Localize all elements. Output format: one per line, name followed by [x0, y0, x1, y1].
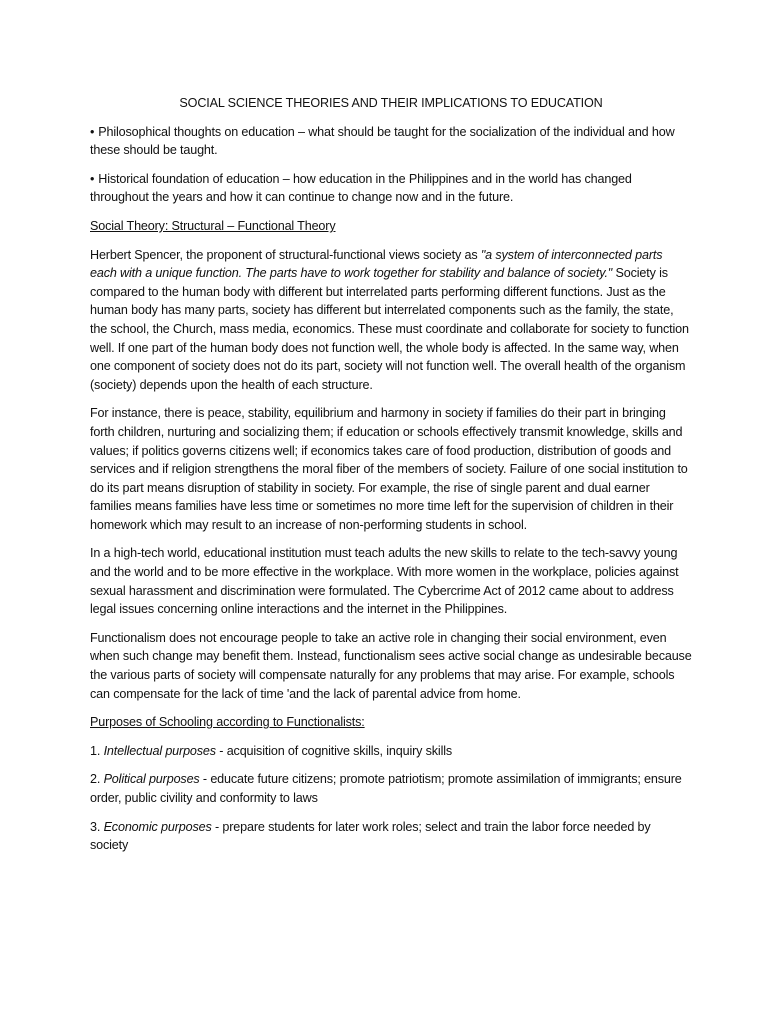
bullet-mark: • [90, 171, 95, 186]
bullet-mark: • [90, 124, 95, 139]
spencer-quote: "a system of interconnected parts each with a unique function. The parts have to work together for stability and balance of society." [90, 247, 663, 281]
purpose-item-political [90, 770, 692, 807]
paragraph-spencer [90, 246, 692, 395]
paragraph-high-tech: In a high-tech world, educational institution must teach adults the new skills to relate to the tech-savvy young and the world and to be more effective in the workplace. With more women in the workplace, policies against sexual harassment and discrimination were formulated. The Cybercrime Act of 2012 came about to address legal issues concerning online interactions and the internet in the Philippines. [90, 546, 679, 617]
purpose-label: Political purposes [103, 772, 200, 787]
paragraph-functionalism: Functionalism does not encourage people to take an active role in changing their social environment, even when such change may benefit them. Instead, functionalism sees active social change as undesirable because the various parts of society will compensate naturally for any problems that may arise. For example, schools can compensate for the lack of time 'and the lack of parental advice from home. [90, 630, 692, 701]
purpose-number: 1. [90, 743, 101, 758]
purpose-number: 2. [90, 772, 101, 787]
paragraph-spencer-lead: Herbert Spencer, the proponent of structural-functional views society as [90, 247, 481, 262]
document-title: SOCIAL SCIENCE THEORIES AND THEIR IMPLICATIONS TO EDUCATION [179, 96, 603, 110]
section-heading-purposes: Purposes of Schooling according to Functionalists: [90, 715, 365, 730]
purpose-text: educate future citizens; promote patriotism; promote assimilation of immigrants; ensure order, public civility and conformity to laws [90, 772, 682, 805]
purpose-separator: - [211, 819, 223, 834]
purpose-number: 3. [90, 819, 101, 834]
bullet-text: Philosophical thoughts on education – what should be taught for the socialization of the individual and how these should be taught. [90, 124, 675, 158]
bullet-historical [90, 170, 692, 207]
purpose-item-intellectual [90, 742, 692, 761]
bullet-text: Historical foundation of education – how education in the Philippines and in the world has changed throughout the years and how it can continue to change now and in the future. [90, 171, 632, 205]
purpose-label: Economic purposes [103, 819, 212, 834]
purpose-text: acquisition of cognitive skills, inquiry skills [226, 743, 453, 758]
purpose-text: prepare students for later work roles; select and train the labor force needed by society [90, 819, 651, 853]
purpose-separator: - [215, 743, 227, 758]
bullet-philosophical [90, 123, 692, 160]
purpose-separator: - [199, 772, 211, 787]
paragraph-spencer-rest: Society is compared to the human body with different but interrelated parts performing different functions. Just as the human body has many parts, society has different but interrelated components such as the family, the state, the school, the Church, mass media, economics. These must coordinate and collaborate for society to function well. If one part of the human body does not function well, the whole body is affected. In the same way, when one component of society does not do its part, society will not function well. The overall health of the organism (society) depends upon the health of each structure. [90, 266, 689, 392]
purpose-label: Intellectual purposes [103, 743, 216, 758]
section-heading-structural-functional: Social Theory: Structural – Functional Theory [90, 218, 336, 233]
purpose-item-economic [90, 818, 692, 855]
paragraph-for-instance: For instance, there is peace, stability, equilibrium and harmony in society if families do their part in bringing forth children, nurturing and socializing them; if education or schools effectively transmit knowledge, skills and values; if politics governs citizens well; if economics takes care of food production, distribution of goods and services and if religion strengthens the moral fiber of the members of society. Failure of one social institution to do its part means disruption of stability in society. For example, the rise of single parent and dual earner families means families have less time or sometimes no more time left for the supervision of children in their homework which may result to an increase of non-performing students in school. [90, 406, 688, 532]
